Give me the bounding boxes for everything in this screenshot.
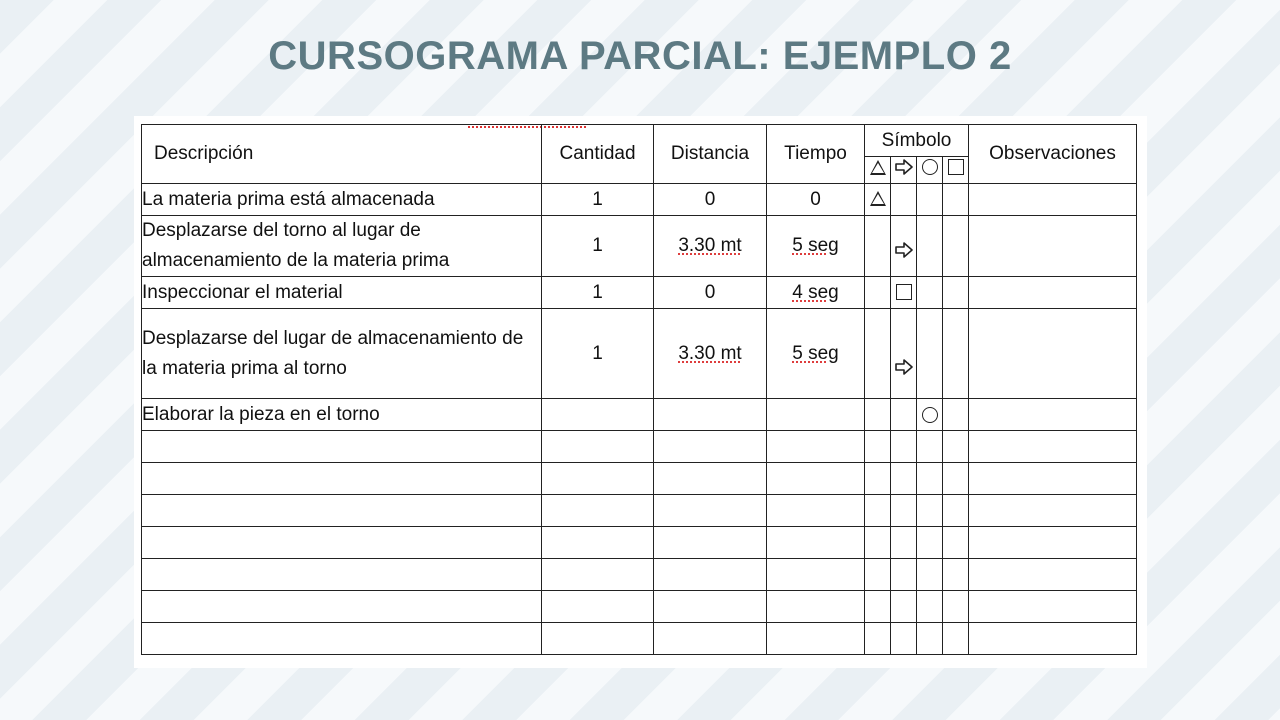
process-chart-table: [141, 124, 1137, 655]
legend-arrow: [891, 157, 917, 184]
row-symbol-cell: [865, 184, 891, 216]
empty-row: [142, 559, 1137, 591]
square-icon: [948, 159, 964, 175]
header-tiempo: Tiempo: [767, 125, 865, 184]
row-descripcion: Inspeccionar el material: [142, 277, 542, 309]
header-distancia: Distancia: [654, 125, 767, 184]
row-symbol-cell: [891, 309, 917, 399]
triangle-icon: [870, 191, 886, 206]
row-cantidad: [542, 399, 654, 431]
row-tiempo: 0: [767, 184, 865, 216]
table-row: [142, 184, 1137, 216]
legend-square: [943, 157, 969, 184]
arrow-icon: [895, 359, 913, 375]
header-row: [142, 125, 1137, 157]
arrow-icon: [895, 242, 913, 258]
empty-row: [142, 623, 1137, 655]
row-tiempo: 4 seg: [767, 277, 865, 309]
row-descripcion: La materia prima está almacenada: [142, 184, 542, 216]
row-observaciones: [969, 309, 1137, 399]
row-distancia: 0: [654, 277, 767, 309]
row-symbol-cell: [891, 216, 917, 277]
legend-triangle: [865, 157, 891, 184]
header-descripcion: Descripción: [142, 125, 542, 184]
row-observaciones: [969, 399, 1137, 431]
empty-row: [142, 591, 1137, 623]
header-observaciones: Observaciones: [969, 125, 1137, 184]
row-cantidad: 1: [542, 216, 654, 277]
table-row: [142, 399, 1137, 431]
table-row: [142, 277, 1137, 309]
header-cantidad: Cantidad: [542, 125, 654, 184]
row-tiempo: 5 seg: [767, 309, 865, 399]
empty-row: [142, 431, 1137, 463]
row-descripcion: Desplazarse del torno al lugar de almacenamiento de la materia prima: [142, 216, 542, 277]
row-observaciones: [969, 184, 1137, 216]
table-row: [142, 309, 1137, 399]
header-simbolo: Símbolo: [865, 125, 969, 157]
empty-row: [142, 527, 1137, 559]
row-descripcion: Desplazarse del lugar de almacenamiento de la materia prima al torno: [142, 309, 542, 399]
row-tiempo: 5 seg: [767, 216, 865, 277]
page-title: CURSOGRAMA PARCIAL: EJEMPLO 2: [268, 34, 1012, 78]
row-cantidad: 1: [542, 184, 654, 216]
triangle-icon: [870, 160, 886, 175]
square-icon: [896, 284, 912, 300]
row-observaciones: [969, 216, 1137, 277]
legend-circle: [917, 157, 943, 184]
table-row: [142, 216, 1137, 277]
row-distancia: 0: [654, 184, 767, 216]
row-distancia: [654, 399, 767, 431]
process-chart-sheet: [134, 116, 1147, 668]
empty-row: [142, 463, 1137, 495]
row-descripcion: Elaborar la pieza en el torno: [142, 399, 542, 431]
row-symbol-cell: [891, 277, 917, 309]
row-cantidad: 1: [542, 277, 654, 309]
row-cantidad: 1: [542, 309, 654, 399]
arrow-icon: [895, 159, 913, 175]
circle-icon: [922, 159, 938, 175]
empty-row: [142, 495, 1137, 527]
row-symbol-cell: [917, 399, 943, 431]
row-tiempo: [767, 399, 865, 431]
circle-icon: [922, 407, 938, 423]
row-distancia: 3.30 mt: [654, 309, 767, 399]
row-observaciones: [969, 277, 1137, 309]
row-distancia: 3.30 mt: [654, 216, 767, 277]
